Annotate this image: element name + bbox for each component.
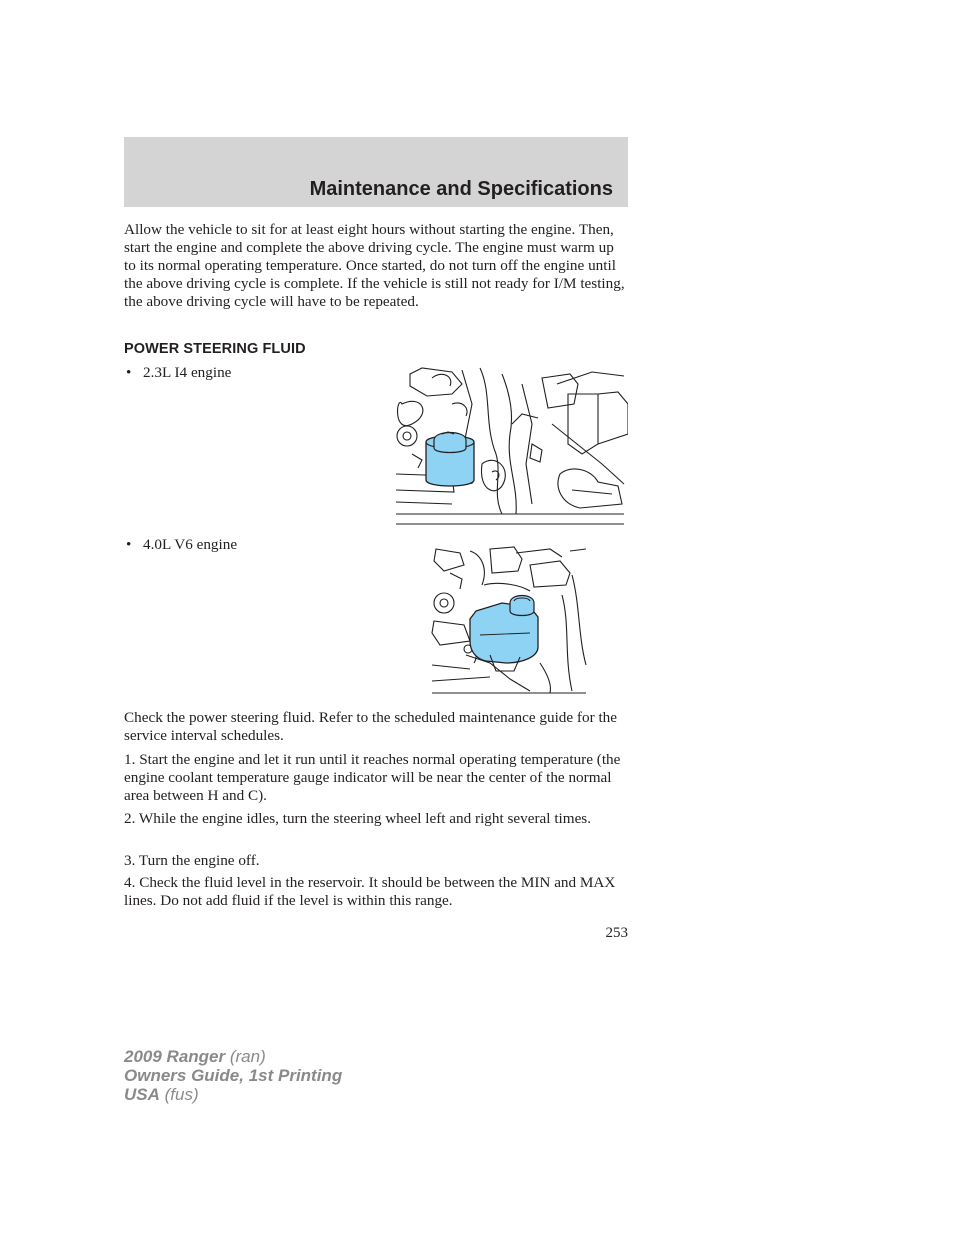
bullet-label: 2.3L I4 engine bbox=[143, 364, 232, 381]
bullet-label: 4.0L V6 engine bbox=[143, 536, 238, 553]
section-title: Maintenance and Specifications bbox=[309, 178, 613, 200]
check-paragraph: Check the power steering fluid. Refer to the scheduled maintenance guide for the service interval schedules. bbox=[124, 709, 617, 744]
footer-model: 2009 Ranger bbox=[124, 1047, 226, 1066]
engine-4-0l-illustration bbox=[430, 545, 588, 697]
bullet-item-4-0l: • 4.0L V6 engine bbox=[126, 536, 238, 553]
step-1: 1. Start the engine and let it run until it reaches normal operating temperature (the engine coolant temperature gauge indicator will be near the center of the normal area between H and C). bbox=[124, 751, 621, 804]
step-3: 3. Turn the engine off. bbox=[124, 852, 260, 869]
page-number: 253 bbox=[605, 925, 628, 941]
power-steering-heading: POWER STEERING FLUID bbox=[124, 341, 306, 357]
footer-market: USA bbox=[124, 1085, 160, 1104]
section-header-band bbox=[124, 137, 628, 207]
intro-paragraph: Allow the vehicle to sit for at least eight hours without starting the engine. Then, start the engine and complete the above driving cycle. The engine must warm up to its normal operating temperature. Once started, do not turn off the engine until the above driving cycle is complete. If the vehicle is still not ready for I/M testing, the above driving cycle will have to be repeated. bbox=[124, 221, 625, 310]
bullet-item-2-3l: • 2.3L I4 engine bbox=[126, 364, 232, 381]
engine-2-3l-illustration bbox=[392, 364, 628, 526]
footer-market-code: (fus) bbox=[164, 1085, 199, 1104]
step-4: 4. Check the fluid level in the reservoir. It should be between the MIN and MAX lines. Do not add fluid if the level is within this range. bbox=[124, 874, 616, 909]
step-2: 2. While the engine idles, turn the steering wheel left and right several times. bbox=[124, 810, 592, 827]
footer-edition: Owners Guide, 1st Printing bbox=[124, 1066, 343, 1085]
footer-printing-info bbox=[124, 1047, 342, 1104]
footer-model-code: (ran) bbox=[229, 1047, 266, 1066]
